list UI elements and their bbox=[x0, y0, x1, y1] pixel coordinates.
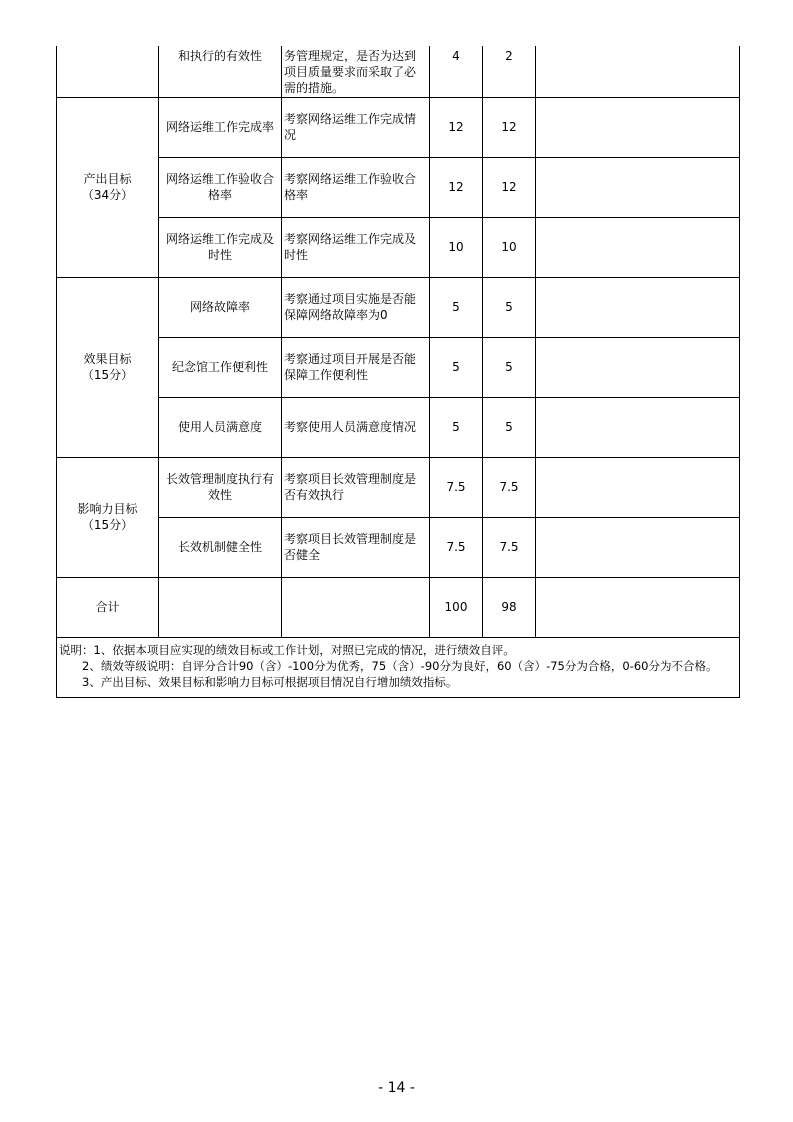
indicator-cell: 和执行的有效性 bbox=[159, 46, 282, 97]
description-cell: 考察通过项目实施是否能保障网络故障率为0 bbox=[282, 277, 430, 337]
weight-cell: 7.5 bbox=[430, 457, 483, 517]
category-effect bbox=[57, 277, 159, 457]
score-cell: 5 bbox=[483, 397, 536, 457]
weight-cell: 12 bbox=[430, 157, 483, 217]
description-cell: 考察使用人员满意度情况 bbox=[282, 397, 430, 457]
performance-table bbox=[56, 46, 740, 698]
weight-cell: 5 bbox=[430, 337, 483, 397]
remark-cell bbox=[536, 217, 740, 277]
remark-cell bbox=[536, 517, 740, 577]
remark-cell bbox=[536, 457, 740, 517]
weight-cell: 12 bbox=[430, 97, 483, 157]
category-output bbox=[57, 97, 159, 277]
table-row bbox=[57, 397, 740, 457]
note-line-3: 3、产出目标、效果目标和影响力目标可根据项目情况自行增加绩效指标。 bbox=[59, 674, 458, 689]
indicator-cell: 纪念馆工作便利性 bbox=[159, 337, 282, 397]
table-row bbox=[57, 337, 740, 397]
note-line-1: 说明：1、依据本项目应实现的绩效目标或工作计划，对照已完成的情况，进行绩效自评。 bbox=[59, 642, 515, 657]
indicator-cell: 长效机制健全性 bbox=[159, 517, 282, 577]
indicator-cell: 网络运维工作完成及时性 bbox=[159, 217, 282, 277]
weight-cell: 5 bbox=[430, 397, 483, 457]
remark-cell bbox=[536, 277, 740, 337]
category-impact bbox=[57, 457, 159, 577]
category-points: （34分） bbox=[81, 188, 134, 202]
score-cell: 12 bbox=[483, 97, 536, 157]
total-score: 98 bbox=[483, 577, 536, 637]
description-cell: 考察项目长效管理制度是否有效执行 bbox=[282, 457, 430, 517]
page-number: - 14 - bbox=[378, 1080, 415, 1096]
remark-cell bbox=[536, 97, 740, 157]
category-label: 影响力目标 bbox=[77, 502, 138, 516]
score-cell: 12 bbox=[483, 157, 536, 217]
description-cell: 考察网络运维工作完成及时性 bbox=[282, 217, 430, 277]
weight-cell: 4 bbox=[430, 46, 483, 97]
remark-cell bbox=[536, 157, 740, 217]
description-cell: 考察网络运维工作验收合格率 bbox=[282, 157, 430, 217]
score-cell: 2 bbox=[483, 46, 536, 97]
table-row bbox=[57, 277, 740, 337]
indicator-cell bbox=[159, 577, 282, 637]
weight-cell: 7.5 bbox=[430, 517, 483, 577]
description-cell: 考察网络运维工作完成情况 bbox=[282, 97, 430, 157]
category-label: 效果目标 bbox=[83, 352, 132, 366]
indicator-cell: 长效管理制度执行有效性 bbox=[159, 457, 282, 517]
score-cell: 7.5 bbox=[483, 517, 536, 577]
category-points: （15分） bbox=[81, 368, 134, 382]
description-cell: 务管理规定，是否为达到项目质量要求而采取了必需的措施。 bbox=[282, 46, 430, 97]
weight-cell: 10 bbox=[430, 217, 483, 277]
total-label: 合计 bbox=[57, 577, 159, 637]
total-weight: 100 bbox=[430, 577, 483, 637]
remark-cell bbox=[536, 397, 740, 457]
table-row bbox=[57, 217, 740, 277]
weight-cell: 5 bbox=[430, 277, 483, 337]
category-label: 产出目标 bbox=[83, 172, 132, 186]
table-row bbox=[57, 46, 740, 97]
description-cell bbox=[282, 577, 430, 637]
indicator-cell: 使用人员满意度 bbox=[159, 397, 282, 457]
notes-row bbox=[57, 637, 740, 697]
remark-cell bbox=[536, 337, 740, 397]
table-row bbox=[57, 97, 740, 157]
indicator-cell: 网络运维工作验收合格率 bbox=[159, 157, 282, 217]
remark-cell bbox=[536, 577, 740, 637]
category-points: （15分） bbox=[81, 518, 134, 532]
table-row bbox=[57, 517, 740, 577]
indicator-cell: 网络运维工作完成率 bbox=[159, 97, 282, 157]
notes-cell bbox=[57, 637, 740, 697]
score-cell: 5 bbox=[483, 337, 536, 397]
indicator-cell: 网络故障率 bbox=[159, 277, 282, 337]
table-row bbox=[57, 157, 740, 217]
score-cell: 5 bbox=[483, 277, 536, 337]
total-row bbox=[57, 577, 740, 637]
description-cell: 考察通过项目开展是否能保障工作便利性 bbox=[282, 337, 430, 397]
note-line-2: 2、绩效等级说明：自评分合计90（含）-100分为优秀，75（含）-90分为良好，60（含）-75分为合格，0-60分为不合格。 bbox=[59, 658, 718, 673]
category-cell bbox=[57, 46, 159, 97]
remark-cell bbox=[536, 46, 740, 97]
score-cell: 10 bbox=[483, 217, 536, 277]
table-row bbox=[57, 457, 740, 517]
description-cell: 考察项目长效管理制度是否健全 bbox=[282, 517, 430, 577]
score-cell: 7.5 bbox=[483, 457, 536, 517]
